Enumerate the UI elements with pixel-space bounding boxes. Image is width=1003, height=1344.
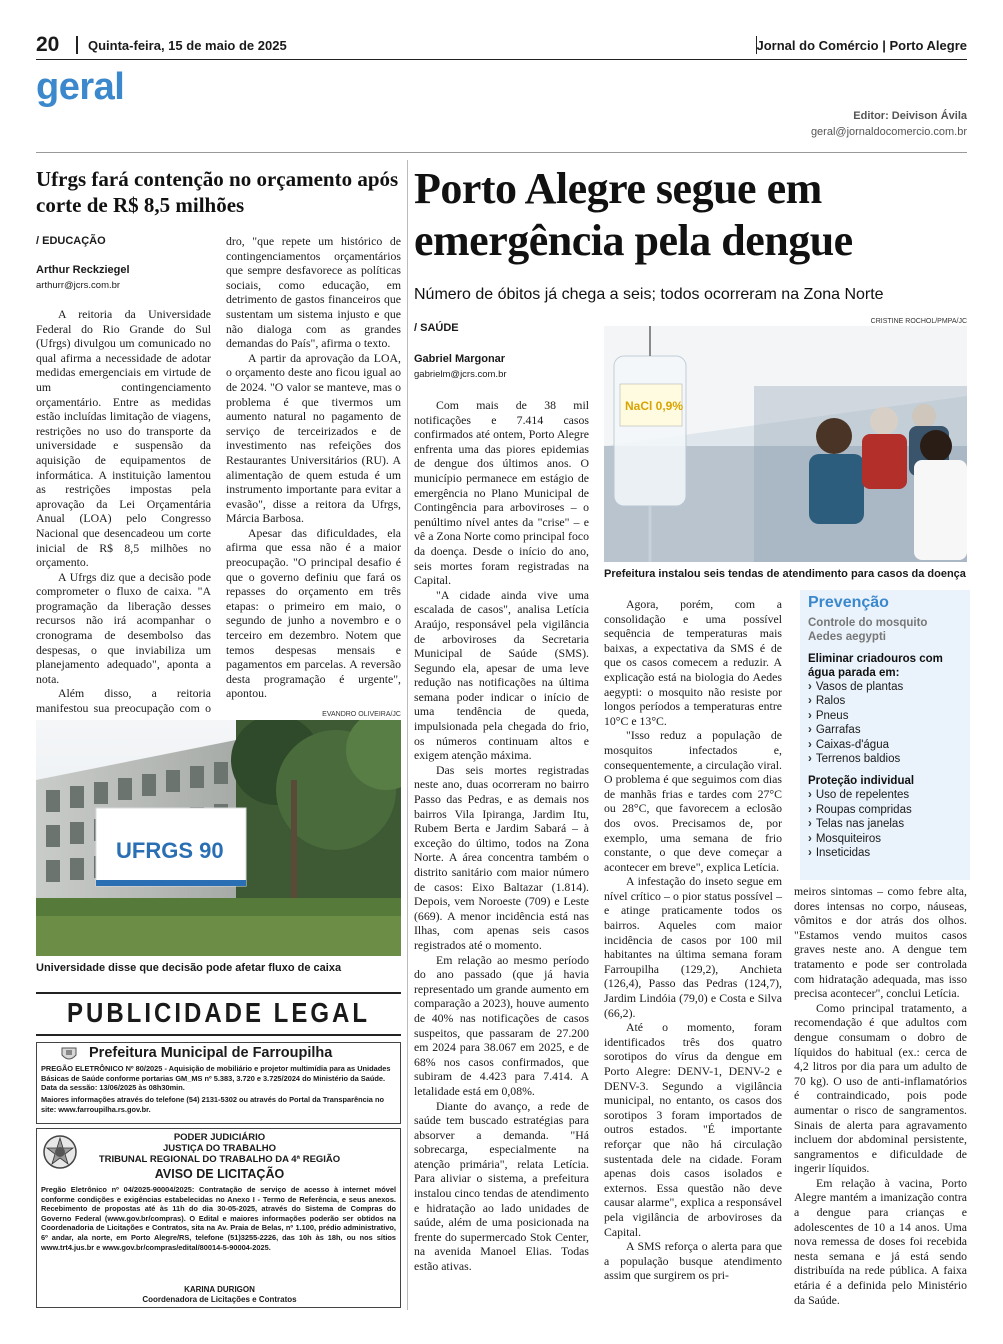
ad1-body: PREGÃO ELETRÔNICO Nº 80/2025 - Aquisição de mobiliário e projetor multimídia para as Unidades Básicas de Saúde conforme portarias GM_MS nº 5.383, 3.720 e 3.725/2024 do Ministério da Saúde. Data da sessão: 13/06/2025 às 08h30min. [41, 1064, 391, 1093]
ad2-body: Pregão Eletrônico nº 04/2025-90004/2025: Contratação de serviço de acesso à internet móvel conforme condições e exigências estabelecidas no Anexo I - Termo de Referência, e seus anexos. Recebimento de propostas até às 11h do dia 30-05-2025, através do Sistema de Compras do Governo Federal (www.gov.br/compras). O Edital e maiores informações poderão ser obtidos na Coordenadoria de Licitações e Contratos, sita na Av. Praia de Belas, nº 1.100, prédio administrativo, 6º andar, ala norte, em Porto Alegre/RS, telefone (51)3255-2226, das 10h às 18h, ou nos sítios www.trt4.jus.br e www.gov.br/compras/edital/80014-5-90004-2025. [41, 1185, 396, 1252]
editor-name: Editor: Deivison Ávila [853, 110, 967, 122]
list-item: › Roupas compridas [808, 803, 962, 817]
paragraph: A reitoria da Universidade Federal do Rio Grande do Sul (Ufrgs) divulgou um comunicado no qual afirma a necessidade de adotar medidas emergenciais em virtude de um contingenciamento orçamentário. Entre as medidas estão incluídas limitação de viagens, restrições no uso do transporte da universidade e suspensão da aquisição de equipamentos de informática. A instituição lamentou as restrições impostas pela aprovação da Lei Orçamentária Anual (LOA) pelo Congresso Nacional que desencadeou um corte inicial de R$ 8,5 milhões no orçamento. [36, 307, 211, 570]
main-author-email: gabrielm@jcrs.com.br [414, 369, 507, 380]
paragraph: Diante do avanço, a rede de saúde tem buscado estratégias para absorver a demanda. "Há sobrecarga, especialmente na atenção primária", relata Letícia. Para aliviar o sistema, a prefeitura instalou cinco tendas de atendimento e hidratação ao lado unidades de saúde, além de uma posicionada na frente do supermercado Stok Center, na avenida Manoel Elias. Todas estão ativas. [414, 1098, 589, 1274]
list-item: › Inseticidas [808, 846, 962, 860]
trt4-ad [36, 1128, 401, 1308]
list-item: › Caixas-d'água [808, 738, 962, 752]
ad1-title: Prefeitura Municipal de Farroupilha [89, 1045, 333, 1061]
editor-email: geral@jornaldocomercio.com.br [810, 126, 967, 138]
paragraph: A partir da aprovação da LOA, o orçamento deste ano ficou igual ao de 2024. "O valor se manteve, mas o problema é que tivermos um aumento natural no pagamento de serviço de terceirizados e de investimento nas refeições dos Restaurantes Universitários (RU). A alimentação de quem estuda é um instrumento importante para evitar a evasão", disse a reitora da Ufrgs, Márcia Barbosa. [226, 350, 401, 526]
iv-bag-label: NaCl 0,9% [625, 399, 684, 413]
ad2-line-2: JUSTIÇA DO TRABALHO [162, 1143, 277, 1154]
ufrgs-building-image [36, 720, 401, 956]
left-headline: Ufrgs fará contenção no orçamento após corte de R$ 8,5 milhões [36, 167, 399, 217]
left-tag: / EDUCAÇÃO [36, 235, 106, 247]
ad2-line-1: PODER JUDICIÁRIO [173, 1132, 266, 1143]
main-column-1 [414, 398, 589, 1274]
paragraph: Em relação à vacina, Porto Alegre mantém a imanização contra a dengue para crianças e adolescentes de 10 a 14 anos. Uma nova remessa de doses foi recebida nesta semana e já está sendo distribuída na rede pública. A faixa etária é a definida pelo Ministério da Saúde. [794, 1175, 967, 1307]
paragraph: Como principal tratamento, a recomendação é que adultos com dengue consumam o dobro de líquidos do habitual (ex.: cerca de 4,2 litros por dia para um adulto de 70 kg). O uso de anti-inflamatórios é contraindicado, pois pode aumentar o risco de sangramentos. Sinais de alerta para agravamento incluem dor abdominal persistente, sangramentos e dificuldade de ingerir líquidos. [794, 1000, 967, 1176]
legal-title: PUBLICIDADE LEGAL [67, 997, 370, 1029]
list-item: › Telas nas janelas [808, 817, 962, 831]
ufrgs-sign-text: UFRGS 90 [116, 838, 224, 863]
list-item: › Vasos de plantas [808, 680, 962, 694]
main-photo-credit: CRISTINE ROCHOL/PMPA/JC [870, 318, 967, 325]
prevencao-box [800, 590, 970, 880]
left-photo-credit: EVANDRO OLIVEIRA/JC [322, 711, 401, 718]
farroupilha-crest-icon [59, 1045, 79, 1063]
ad2-line-3: TRIBUNAL REGIONAL DO TRABALHO DA 4ª REGIÃO [98, 1154, 341, 1165]
paragraph: Além disso, a reitoria manifestou sua preocupação com o [36, 686, 211, 716]
paragraph: Das seis mortes registradas neste ano, duas ocorreram no bairro Passo das Pedras, e as demais nos bairros Vila Ipiranga, Jardim Itu, Rubem Berta e Jardim Sabará – à exceção do último, todos na Zona Norte. A área concentra também o distrito sanitário com maior número de casos: Eixo Baltazar (1.814). Depois, vem Noroeste (709) e Leste (669). A menor incidência está nas Ilhas, com apenas seis casos registrados até o momento. [414, 762, 589, 952]
list-item: › Ralos [808, 694, 962, 708]
ufrgs-photo [36, 720, 401, 956]
header-divider [76, 36, 78, 54]
farroupilha-ad [36, 1042, 401, 1124]
main-photo-caption: Prefeitura instalou seis tendas de atendimento para casos da doença [604, 568, 966, 580]
header-date: Quinta-feira, 15 de maio de 2025 [88, 38, 287, 53]
legal-top-rule [36, 992, 401, 994]
page-number: 20 [36, 33, 60, 56]
ad2-title: AVISO DE LICITAÇÃO [154, 1167, 285, 1181]
paragraph: dro, "que repete um histórico de contingenciamentos orçamentários que sempre desfavorece as políticas sociais, como educação, em detrimento de gastos financeiros que sustentam um sistema injusto e que não dialoga com as grandes demandas do País", afirma o texto. [226, 234, 401, 351]
section-rule [36, 152, 967, 153]
left-column-1 [36, 307, 211, 730]
main-tag: / SAÚDE [414, 322, 459, 334]
left-author-email: arthurr@jcrs.com.br [36, 280, 121, 291]
prevencao-group-1-list [808, 680, 962, 766]
paragraph: meiros sintomas – como febre alta, dores intensas no corpo, náuseas, vômitos e dor atrás dos olhos. "Estamos vendo muitos casos graves neste ano. A dengue tem tratamento e pode ser controlada com hidratação adequada, mas isso precisa acontecer", conclui Letícia. [794, 884, 967, 1001]
prevencao-group-1-title: Eliminar criadouros com água parada em: [808, 653, 943, 679]
dengue-tent-photo [604, 326, 967, 562]
prevencao-group-2-title: Proteção individual [808, 775, 915, 788]
list-item: › Garrafas [808, 723, 962, 737]
paragraph: Em relação ao mesmo período do ano passado (que já havia representado um grande aumento em comparação a 2023), houve aumento de 40% nas notificações de casos suspeitos, que passaram de 27.200 em 2024 para 38.067 em 2025, e de 68% nos casos confirmados, que subiram de 4.423 para 7.414. A letalidade está em 0,08%. [414, 952, 589, 1098]
main-headline: Porto Alegre segue em emergência pela dengue [414, 164, 853, 265]
left-photo-caption: Universidade disse que decisão pode afetar fluxo de caixa [36, 962, 342, 974]
legal-bottom-rule [36, 1034, 401, 1036]
paragraph: A infestação do inseto segue em nível crítico – o pior status possível – e atinge praticamente todos os bairros. Aqueles com maior incidência de casos por 100 mil habitantes na última semana foram Farroupilha (129,2), Anchieta (126,4), Passo das Pedras (124,7), Jardim Lindóia (79,0) e Costa e Silva (66,2). [604, 874, 782, 1020]
paragraph: Agora, porém, com a consolidação e uma possível sequência de temperaturas mais baixas, a expectativa da SMS é de que os casos comecem a reduzir. A explicação está na biologia do Aedes aegypti: o mosquito não resiste por longos períodos a temperaturas entre 10°C e 13°C. [604, 597, 782, 728]
main-column-2 [604, 597, 782, 1283]
prevencao-subtitle: Controle do mosquito Aedes aegypti [808, 617, 928, 643]
publication-name: Jornal do Comércio | Porto Alegre [756, 38, 967, 53]
prevencao-group-2-list [808, 788, 962, 860]
main-subhead: Número de óbitos já chega a seis; todos ocorreram na Zona Norte [414, 286, 884, 303]
prevencao-title: Prevenção [808, 594, 889, 611]
left-author: Arthur Reckziegel [36, 264, 130, 276]
paragraph: "Isso reduz a população de mosquitos infectados e, consequentemente, a circulação viral. O problema é que seguimos com dias de manhãs frias e tardes com 27°C ou 28°C, que favorecem a eclosão dos ovos. Precisamos de, por exemplo, uma semana de frio constante, o que deve começar a acontecer em breve", explica Letícia. [604, 728, 782, 874]
paragraph: Até o momento, foram identificados três dos quatro sorotipos do vírus da dengue em Porto Alegre: DENV-1, DENV-2 e DENV-3. Segundo a vigilância municipal, no entanto, os casos dos sorotipos 3 foram importados de outros estados. "É importante reforçar que não há circulação sustentada dele na cidade. Foram apenas dois casos isolados e externos. Essa questão não deve causar alarme", explica a responsável pela vigilância de arboviroses da Capital. [604, 1020, 782, 1239]
dengue-tent-image [604, 326, 967, 562]
list-item: › Uso de repelentes [808, 788, 962, 802]
paragraph: Apesar das dificuldades, ela afirma que essa não é a maior preocupação. "O principal desafio é que o governo definiu que fará os repasses do orçamento em três etapas: o primeiro em maio, o segundo de junho a novembro e o terceiro em dezembro. Notem que temos despesas mensais e pagamentos em parcelas. A reversão desta programação é urgente", apontou. [226, 525, 401, 701]
list-item: › Terrenos baldios [808, 752, 962, 766]
paragraph: A SMS reforça o alerta para que a população busque atendimento assim que surgirem os pri- [604, 1239, 782, 1283]
paragraph: A Ufrgs diz que a decisão pode comprometer o fluxo de caixa. "A programação da liberação desses recursos não irá acompanhar o cronograma de desembolso das despesas, o que inviabiliza um planejamento adequado", aponta a nota. [36, 569, 211, 686]
ad2-signer: KARINA DURIGON [184, 1285, 255, 1294]
paragraph: Com mais de 38 mil notificações e 7.414 casos confirmados até ontem, Porto Alegre enfrenta uma das piores epidemias de dengue dos últimos anos. O município permanece em estágio de emergência no Plano Municipal de Contingência para arboviroses – o penúltimo nível antes da "crise" – e vê a Zona Norte como principal foco da doença. Desde o início do ano, seis mortes foram registradas na Capital. [414, 398, 589, 588]
list-item: › Pneus [808, 709, 962, 723]
section-title: geral [36, 66, 125, 108]
main-author: Gabriel Margonar [414, 353, 506, 365]
ad2-header [37, 1132, 402, 1165]
ad2-signer-role: Coordenadora de Licitações e Contratos [142, 1295, 297, 1304]
ad1-body-2: Maiores informações através do telefone (54) 2131-5302 ou através do Portal da Transparência no site: www.farroupilha.rs.gov.br. [41, 1095, 384, 1114]
header-rule [36, 59, 967, 60]
column-separator [407, 160, 408, 1310]
main-column-3 [794, 884, 967, 1307]
paragraph: "A cidade ainda vive uma escalada de casos", analisa Letícia Araújo, responsável pela vigilância de arboviroses da Secretaria Municipal de Saúde (SMS). Segundo ela, apesar de uma leve redução nas notificações na última semana poder indicar o início de uma tendência de queda, impulsionada pela chegada do frio, os números continuam altos e exigem atenção máxima. [414, 587, 589, 763]
left-column-2 [226, 234, 401, 701]
list-item: › Mosquiteiros [808, 832, 962, 846]
